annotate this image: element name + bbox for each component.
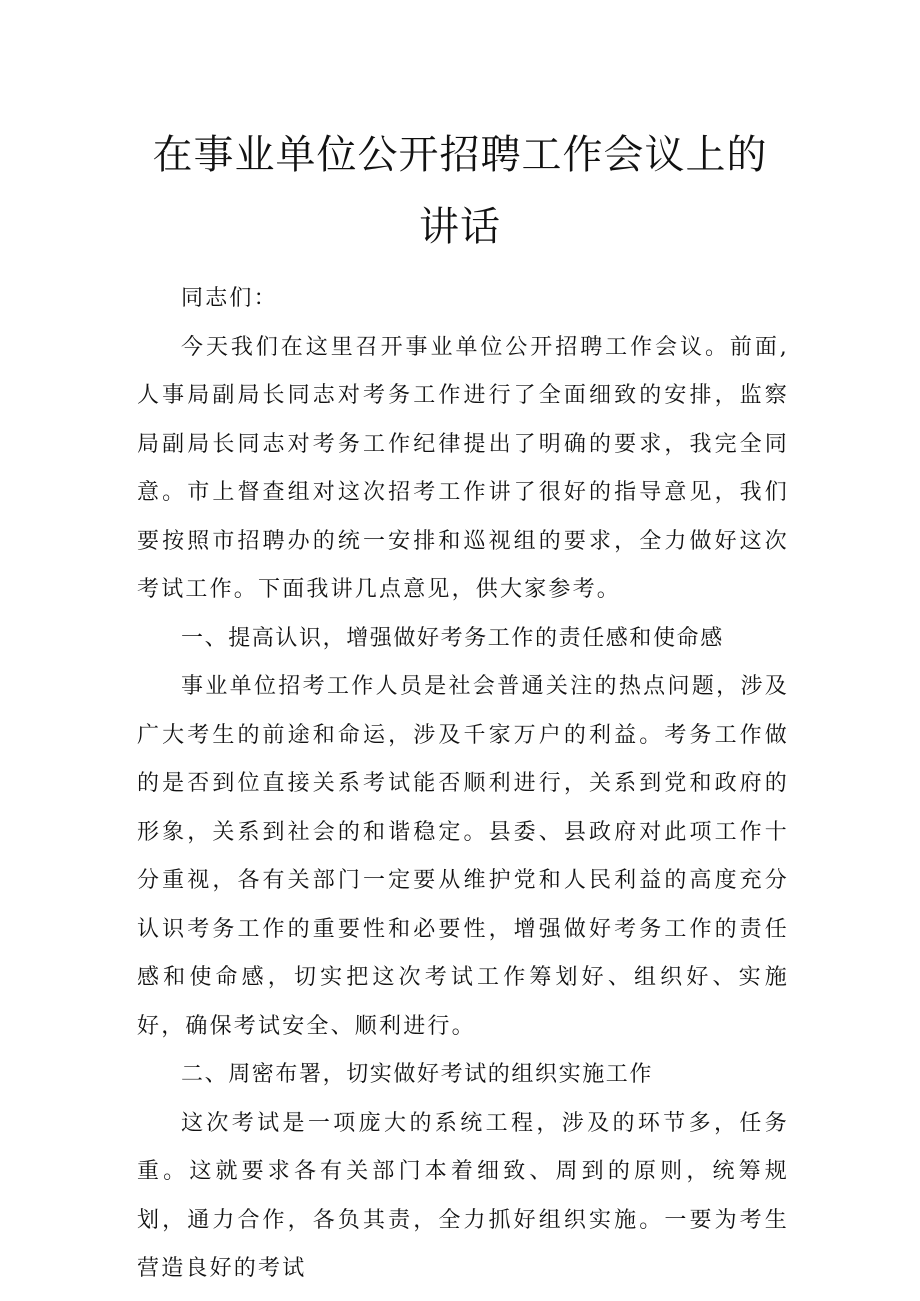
section-heading-1: 一、提高认识，增强做好考务工作的责任感和使命感 [181,625,724,651]
paragraph-intro: 今天我们在这里召开事业单位公开招聘工作会议。前面,人事局副局长同志对考务工作进行了全面细致的安排，监察局副局长同志对考务工作纪律提出了明确的要求，我完全同意。市上督查组对这次招考工作讲了很好的指导意见，我们要按照市招聘办的统一安排和巡视组的要求，全力做好这次考试工作。下面我讲几点意见，供大家参考。 [137,334,789,602]
paragraph-section-2: 这次考试是一项庞大的系统工程，涉及的环节多，任务重。这就要求各有关部门本着细致、周到的原则，统筹规划，通力合作，各负其责，全力抓好组织实施。一要为考生营造良好的考试 [137,1110,789,1281]
salutation: 同志们： [181,286,278,311]
document-title-line-2: 讲话 [419,204,501,250]
document-title-line-1: 在事业单位公开招聘工作会议上的 [152,132,768,178]
section-heading-2: 二、周密布署，切实做好考试的组织实施工作 [181,1062,654,1087]
document-body [137,275,789,1294]
paragraph-section-1: 事业单位招考工作人员是社会普通关注的热点问题，涉及广大考生的前途和命运，涉及千家万户的利益。考务工作做的是否到位直接关系考试能否顺利进行，关系到党和政府的形象，关系到社会的和谐稳定。县委、县政府对此项工作十分重视，各有关部门一定要从维护党和人民利益的高度充分认识考务工作的重要性和必要性，增强做好考务工作的责任感和使命感，切实把这次考试工作筹划好、组织好、实施好，确保考试安全、顺利进行。 [137,674,789,1039]
